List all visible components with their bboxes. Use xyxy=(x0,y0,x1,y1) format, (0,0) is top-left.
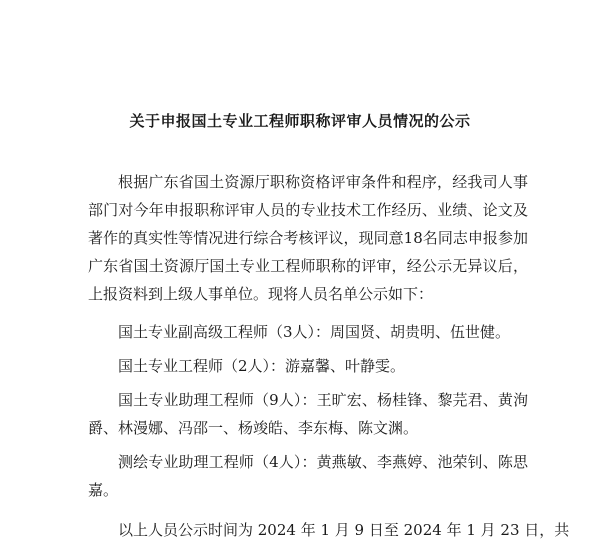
list-item-senior-engineers: 国土专业副高级工程师（3人）：周国贤、胡贵明、伍世健。 xyxy=(118,323,511,341)
list-item-survey-assistant-engineers: 测绘专业助理工程师（4人）：黄燕敏、李燕婷、池荣钊、陈思嘉。 xyxy=(88,453,528,499)
intro-paragraph: 根据广东省国土资源厅职称资格评审条件和程序，经我司人事部门对今年申报职称评审人员的专业技术工作经历、业绩、论文及著作的真实性等情况进行综合考核评议，现同意18名同志申报参加广东省国土资源厅国土专业工程师职称的评审，经公示无异议后，上报资料到上级人事单位。现将人员名单公示如下： xyxy=(88,173,528,303)
list-item-assistant-engineers: 国土专业助理工程师（9人）：王旷宏、杨桂锋、黎芫君、黄洵爵、林漫娜、冯邵一、杨竣皓、李东梅、陈文渊。 xyxy=(88,391,528,437)
document-body xyxy=(88,168,570,544)
list-item-engineers: 国土专业工程师（2人）：游嘉馨、叶静雯。 xyxy=(118,357,406,375)
closing-paragraph: 以上人员公示时间为 2024 年 1 月 9 日至 2024 年 1 月 23 日，共 xyxy=(118,521,570,539)
document-title: 关于申报国土专业工程师职称评审人员情况的公示 xyxy=(129,112,471,130)
